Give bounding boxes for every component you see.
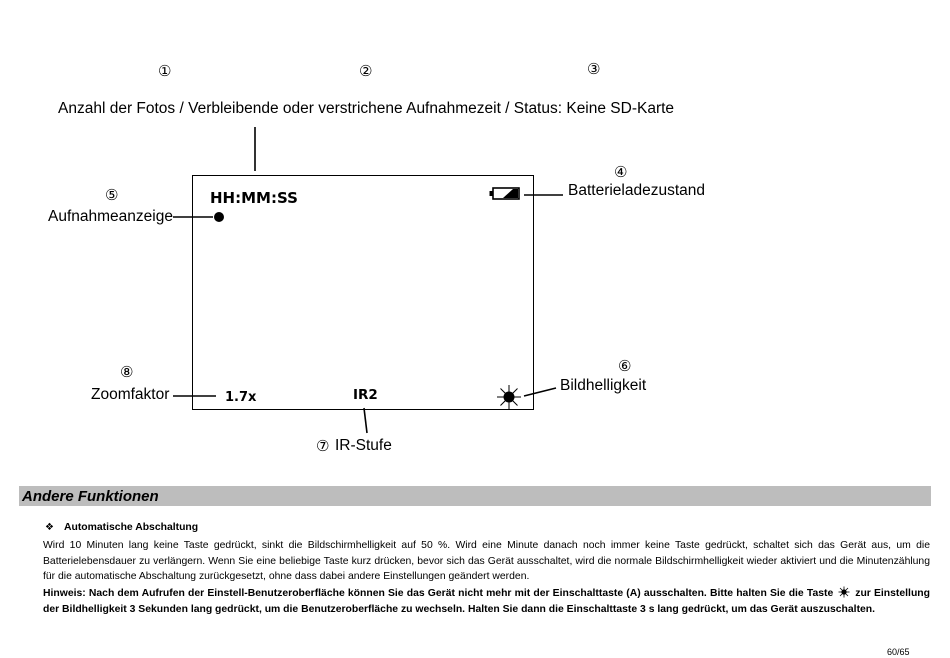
label-battery: Batterieladezustand — [568, 182, 706, 199]
note-text-part2: zur Einstellung der Bildhelligkeit 3 Sekunden lang gedrückt, um die Benutzeroberfläche zu wechseln. Halten Sie dann die Einschalttaste 3 s lang gedrückt, um das Gerät auszuschalten. — [43, 588, 930, 615]
body-paragraph: Wird 10 Minuten lang keine Taste gedrückt, sinkt die Bildschirmhelligkeit auf 50 %. Wird eine Minute danach noch immer keine Taste gedrückt, schaltet sich das Gerät aus, um die Batterielebensdauer zu verlängern. Wenn Sie eine beliebige Taste kurz drücken, bevor sich das Gerät ausschaltet, wird die normale Bildschirmhelligkeit wieder aktiviert und die Minutenzählung für die automatische Abschaltung zurückgesetzt, ohne dass dabei andere Einstellungen geändert werden. — [43, 540, 930, 583]
marker-6: ⑥ — [618, 357, 632, 375]
battery-icon — [489, 186, 523, 202]
bullet-icon: ❖ — [45, 522, 54, 533]
screen-ir: IR2 — [353, 387, 378, 403]
section-title: Andere Funktionen — [22, 488, 159, 505]
screen-time: HH:MM:SS — [210, 189, 298, 207]
marker-8: ⑧ — [120, 363, 134, 381]
screen-zoom: 1.7x — [225, 390, 257, 405]
marker-3: ③ — [587, 60, 601, 78]
note-text-part1: Hinweis: Nach dem Aufrufen der Einstell-Benutzeroberfläche können Sie das Gerät nicht mehr mit der Einschalttaste (A) ausschalten. Bitte halten Sie die Taste — [43, 588, 834, 599]
note-paragraph — [43, 586, 930, 617]
marker-1: ① — [158, 62, 172, 80]
recording-dot-icon — [214, 212, 224, 222]
page-number: 60/65 — [887, 647, 910, 657]
subheading: Automatische Abschaltung — [64, 522, 199, 533]
marker-7: ⑦ — [316, 437, 330, 455]
label-recording: Aufnahmeanzeige — [48, 208, 173, 225]
marker-5: ⑤ — [105, 186, 119, 204]
label-zoom: Zoomfaktor — [91, 386, 170, 403]
brightness-key-icon — [833, 586, 855, 598]
label-brightness: Bildhelligkeit — [560, 377, 647, 394]
marker-2: ② — [359, 62, 373, 80]
section-header — [19, 486, 931, 506]
marker-4: ④ — [614, 163, 628, 181]
label-photo-count-time-status: Anzahl der Fotos / Verbleibende oder verstrichene Aufnahmezeit / Status: Keine SD-Karte — [58, 100, 675, 117]
device-screen — [192, 175, 534, 410]
sun-brightness-icon — [496, 384, 522, 410]
label-ir: IR-Stufe — [335, 437, 392, 454]
